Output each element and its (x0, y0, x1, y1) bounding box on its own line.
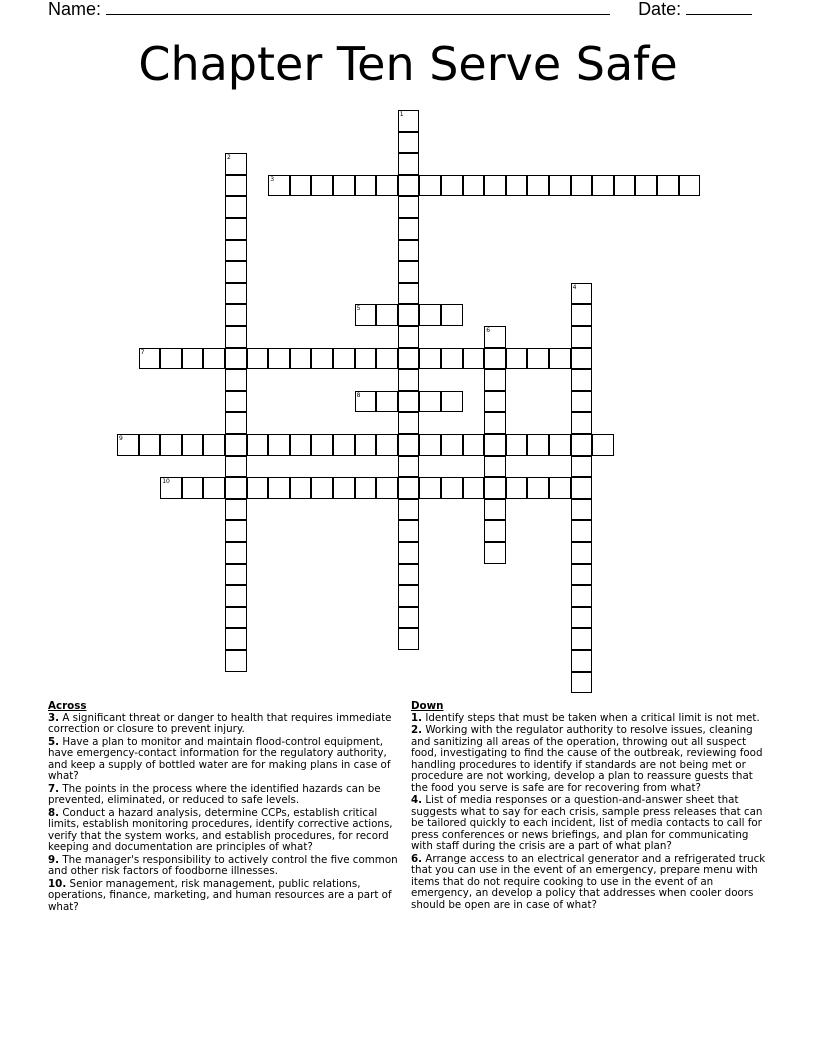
grid-cell[interactable] (290, 175, 312, 197)
grid-cell[interactable] (549, 348, 571, 370)
grid-cell[interactable] (376, 434, 398, 456)
grid-cell[interactable] (268, 434, 290, 456)
grid-cell[interactable] (398, 110, 420, 132)
down-clue (411, 854, 771, 912)
clue-number: 9. (48, 853, 60, 866)
grid-cell[interactable] (398, 218, 420, 240)
grid-cell[interactable] (398, 391, 420, 413)
grid-cell[interactable] (355, 348, 377, 370)
grid-cell[interactable] (571, 304, 593, 326)
clue-text: List of media responses or a question-and-answer sheet that suggests what to say for each crisis, sample press releases that can be tailored quickly to each incident, list of media contacts to call for press conferences or news briefings, and plan for communicating with staff during the crisis are a part of what plan? (411, 794, 763, 852)
clue-number-label: 8 (356, 391, 361, 399)
grid-cell[interactable] (549, 434, 571, 456)
grid-cell[interactable] (225, 477, 247, 499)
grid-cell[interactable] (571, 283, 593, 305)
grid-cell[interactable] (290, 477, 312, 499)
grid-cell[interactable] (571, 391, 593, 413)
grid-cell[interactable] (571, 542, 593, 564)
grid-cell[interactable] (225, 369, 247, 391)
grid-cell[interactable] (225, 261, 247, 283)
clue-number-label: 10 (162, 478, 170, 486)
grid-cell[interactable] (160, 434, 182, 456)
grid-cell[interactable] (571, 348, 593, 370)
grid-cell[interactable] (419, 434, 441, 456)
grid-cell[interactable] (441, 391, 463, 413)
clue-text: Identify steps that must be taken when a critical limit is not met. (425, 711, 760, 724)
down-clue (411, 725, 771, 794)
across-clue (48, 855, 404, 878)
grid-cell[interactable] (441, 477, 463, 499)
grid-cell[interactable] (225, 348, 247, 370)
grid-cell[interactable] (484, 326, 506, 348)
across-clue (48, 879, 404, 914)
grid-cell[interactable] (571, 175, 593, 197)
grid-cell[interactable] (571, 369, 593, 391)
grid-cell[interactable] (398, 520, 420, 542)
grid-cell[interactable] (506, 348, 528, 370)
grid-cell[interactable] (398, 261, 420, 283)
grid-cell[interactable] (311, 477, 333, 499)
grid-cell[interactable] (247, 434, 269, 456)
grid-cell[interactable] (679, 175, 701, 197)
grid-cell[interactable] (571, 650, 593, 672)
grid-cell[interactable] (355, 175, 377, 197)
clue-number-label: 7 (140, 348, 145, 356)
grid-cell[interactable] (182, 477, 204, 499)
name-label: Name: (48, 0, 102, 19)
grid-cell[interactable] (225, 650, 247, 672)
grid-cell[interactable] (225, 218, 247, 240)
grid-cell[interactable] (527, 348, 549, 370)
grid-cell[interactable] (419, 348, 441, 370)
grid-cell[interactable] (290, 434, 312, 456)
clue-number-label: 3 (270, 175, 275, 183)
grid-cell[interactable] (484, 542, 506, 564)
grid-cell[interactable] (398, 175, 420, 197)
grid-cell[interactable] (419, 304, 441, 326)
grid-cell[interactable] (549, 175, 571, 197)
grid-cell[interactable] (506, 477, 528, 499)
grid-cell[interactable] (398, 499, 420, 521)
grid-cell[interactable] (225, 434, 247, 456)
grid-cell[interactable] (463, 175, 485, 197)
grid-cell[interactable] (225, 607, 247, 629)
clue-text: Conduct a hazard analysis, determine CCPs, establish critical limits, establish monitoring procedures, identify corrective actions, verify that the system works, and establish procedures, for record keeping and documentation are principles of what? (48, 806, 393, 853)
grid-cell[interactable] (571, 628, 593, 650)
grid-cell[interactable] (398, 153, 420, 175)
grid-cell[interactable] (571, 672, 593, 694)
grid-cell[interactable] (225, 304, 247, 326)
grid-cell[interactable] (484, 412, 506, 434)
clue-number-label: 4 (572, 283, 577, 291)
clue-text: The manager's responsibility to actively control the five common and other risk factors of foodborne illnesses. (48, 853, 398, 877)
grid-cell[interactable] (225, 628, 247, 650)
grid-cell[interactable] (484, 520, 506, 542)
grid-cell[interactable] (355, 434, 377, 456)
across-clue (48, 784, 404, 807)
grid-cell[interactable] (268, 348, 290, 370)
grid-cell[interactable] (311, 175, 333, 197)
down-clue (411, 713, 771, 725)
grid-cell[interactable] (225, 412, 247, 434)
clue-text: Arrange access to an electrical generator and a refrigerated truck that you can use in the event of an emergency, prepare menu with items that do not require cooking to use in the event of an emergency, an develop a policy that addresses when cooler doors should be open are in case of what? (411, 852, 766, 911)
grid-cell[interactable] (376, 175, 398, 197)
grid-cell[interactable] (333, 434, 355, 456)
grid-cell[interactable] (571, 326, 593, 348)
grid-cell[interactable] (484, 175, 506, 197)
down-clues (411, 701, 771, 912)
grid-cell[interactable] (571, 477, 593, 499)
grid-cell[interactable] (398, 434, 420, 456)
grid-cell[interactable] (527, 477, 549, 499)
grid-cell[interactable] (571, 564, 593, 586)
across-clue (48, 737, 404, 783)
grid-cell[interactable] (376, 348, 398, 370)
grid-cell[interactable] (398, 369, 420, 391)
clue-number-label: 5 (356, 305, 361, 313)
grid-cell[interactable] (592, 175, 614, 197)
grid-cell[interactable] (484, 477, 506, 499)
grid-cell[interactable] (225, 520, 247, 542)
grid-cell[interactable] (527, 175, 549, 197)
down-heading: Down (411, 700, 444, 712)
grid-cell[interactable] (419, 175, 441, 197)
grid-cell[interactable] (571, 456, 593, 478)
grid-cell[interactable] (484, 434, 506, 456)
grid-cell[interactable] (225, 196, 247, 218)
clue-number: 1. (411, 711, 423, 724)
clue-number: 3. (48, 711, 60, 724)
grid-cell[interactable] (571, 607, 593, 629)
grid-cell[interactable] (484, 348, 506, 370)
grid-cell[interactable] (203, 348, 225, 370)
grid-cell[interactable] (614, 175, 636, 197)
clue-number-label: 6 (486, 327, 491, 334)
grid-cell[interactable] (463, 434, 485, 456)
grid-cell[interactable] (398, 326, 420, 348)
grid-cell[interactable] (225, 240, 247, 262)
grid-cell[interactable] (463, 477, 485, 499)
grid-cell[interactable] (571, 520, 593, 542)
clue-number: 10. (48, 877, 67, 890)
grid-cell[interactable] (441, 434, 463, 456)
grid-cell[interactable] (398, 412, 420, 434)
grid-cell[interactable] (225, 283, 247, 305)
clue-text: Working with the regulator authority to resolve issues, cleaning and sanitizing all areas of the operation, throwing out all suspect food, investigating to find the cause of the outbreak, reviewing food handling procedures to identify if standards are not being met or procedure are not working, develop a plan to reassure guests that the food you serve is safe are for recovering from what? (411, 724, 763, 794)
grid-cell[interactable] (484, 391, 506, 413)
grid-cell[interactable] (376, 304, 398, 326)
grid-cell[interactable] (355, 391, 377, 413)
page-title: Chapter Ten Serve Safe (138, 37, 678, 91)
grid-cell[interactable] (571, 585, 593, 607)
grid-cell[interactable] (441, 348, 463, 370)
down-clue (411, 795, 771, 853)
across-clue (48, 713, 404, 736)
grid-cell[interactable] (160, 477, 182, 499)
grid-cell[interactable] (203, 477, 225, 499)
clue-text: A significant threat or danger to health that requires immediate correction or closure to prevent injury. (48, 711, 392, 735)
grid-cell[interactable] (571, 434, 593, 456)
grid-cell[interactable] (592, 434, 614, 456)
grid-cell[interactable] (247, 477, 269, 499)
grid-cell[interactable] (484, 499, 506, 521)
clue-number: 7. (48, 782, 60, 795)
grid-cell[interactable] (225, 326, 247, 348)
grid-cell[interactable] (398, 304, 420, 326)
grid-cell[interactable] (398, 456, 420, 478)
grid-cell[interactable] (160, 348, 182, 370)
across-heading: Across (48, 700, 87, 712)
grid-cell[interactable] (225, 499, 247, 521)
grid-cell[interactable] (549, 477, 571, 499)
grid-cell[interactable] (203, 434, 225, 456)
across-clue (48, 808, 404, 854)
clue-number: 8. (48, 806, 60, 819)
clue-number-label: 9 (119, 435, 123, 442)
grid-cell[interactable] (139, 348, 161, 370)
grid-cell[interactable] (376, 391, 398, 413)
grid-cell[interactable] (268, 477, 290, 499)
grid-cell[interactable] (225, 175, 247, 197)
grid-cell[interactable] (311, 434, 333, 456)
grid-cell[interactable] (247, 348, 269, 370)
grid-cell[interactable] (635, 175, 657, 197)
grid-cell[interactable] (398, 196, 420, 218)
grid-cell[interactable] (268, 175, 290, 197)
clue-text: Have a plan to monitor and maintain flood-control equipment, have emergency-contact information for the regulatory authority, and keep a supply of bottled water are for making plans in case of what? (48, 735, 391, 782)
grid-cell[interactable] (225, 542, 247, 564)
grid-cell[interactable] (506, 175, 528, 197)
grid-cell[interactable] (117, 434, 139, 456)
date-label: Date: (638, 0, 682, 19)
clue-number-label: 1 (399, 111, 404, 118)
grid-cell[interactable] (355, 477, 377, 499)
grid-cell[interactable] (139, 434, 161, 456)
grid-cell[interactable] (398, 607, 420, 629)
grid-cell[interactable] (398, 628, 420, 650)
grid-cell[interactable] (290, 348, 312, 370)
clue-text: The points in the process where the identified hazards can be prevented, eliminated, or reduced to safe levels. (48, 782, 381, 806)
grid-cell[interactable] (182, 348, 204, 370)
grid-cell[interactable] (225, 153, 247, 175)
grid-cell[interactable] (398, 477, 420, 499)
grid-cell[interactable] (355, 304, 377, 326)
grid-cell[interactable] (333, 477, 355, 499)
grid-cell[interactable] (333, 175, 355, 197)
grid-cell[interactable] (398, 132, 420, 154)
grid-cell[interactable] (506, 434, 528, 456)
grid-cell[interactable] (571, 412, 593, 434)
grid-cell[interactable] (441, 175, 463, 197)
clue-number: 2. (411, 724, 423, 736)
clue-number-label: 2 (227, 154, 231, 162)
grid-cell[interactable] (398, 283, 420, 305)
grid-cell[interactable] (571, 499, 593, 521)
grid-cell[interactable] (484, 456, 506, 478)
clue-number: 5. (48, 735, 60, 748)
grid-cell[interactable] (225, 456, 247, 478)
grid-cell[interactable] (398, 542, 420, 564)
grid-cell[interactable] (225, 391, 247, 413)
grid-cell[interactable] (182, 434, 204, 456)
grid-cell[interactable] (311, 348, 333, 370)
grid-cell[interactable] (657, 175, 679, 197)
grid-cell[interactable] (398, 348, 420, 370)
grid-cell[interactable] (225, 585, 247, 607)
grid-cell[interactable] (225, 564, 247, 586)
grid-cell[interactable] (398, 585, 420, 607)
grid-cell[interactable] (527, 434, 549, 456)
grid-cell[interactable] (376, 477, 398, 499)
grid-cell[interactable] (463, 348, 485, 370)
grid-cell[interactable] (441, 304, 463, 326)
clue-number: 6. (411, 852, 423, 865)
grid-cell[interactable] (333, 348, 355, 370)
grid-cell[interactable] (398, 564, 420, 586)
grid-cell[interactable] (398, 240, 420, 262)
across-clues (48, 701, 404, 914)
grid-cell[interactable] (419, 391, 441, 413)
grid-cell[interactable] (419, 477, 441, 499)
grid-cell[interactable] (484, 369, 506, 391)
clue-number: 4. (411, 794, 423, 806)
clue-text: Senior management, risk management, public relations, operations, finance, marketing, and human resources are a part of what? (48, 877, 392, 913)
